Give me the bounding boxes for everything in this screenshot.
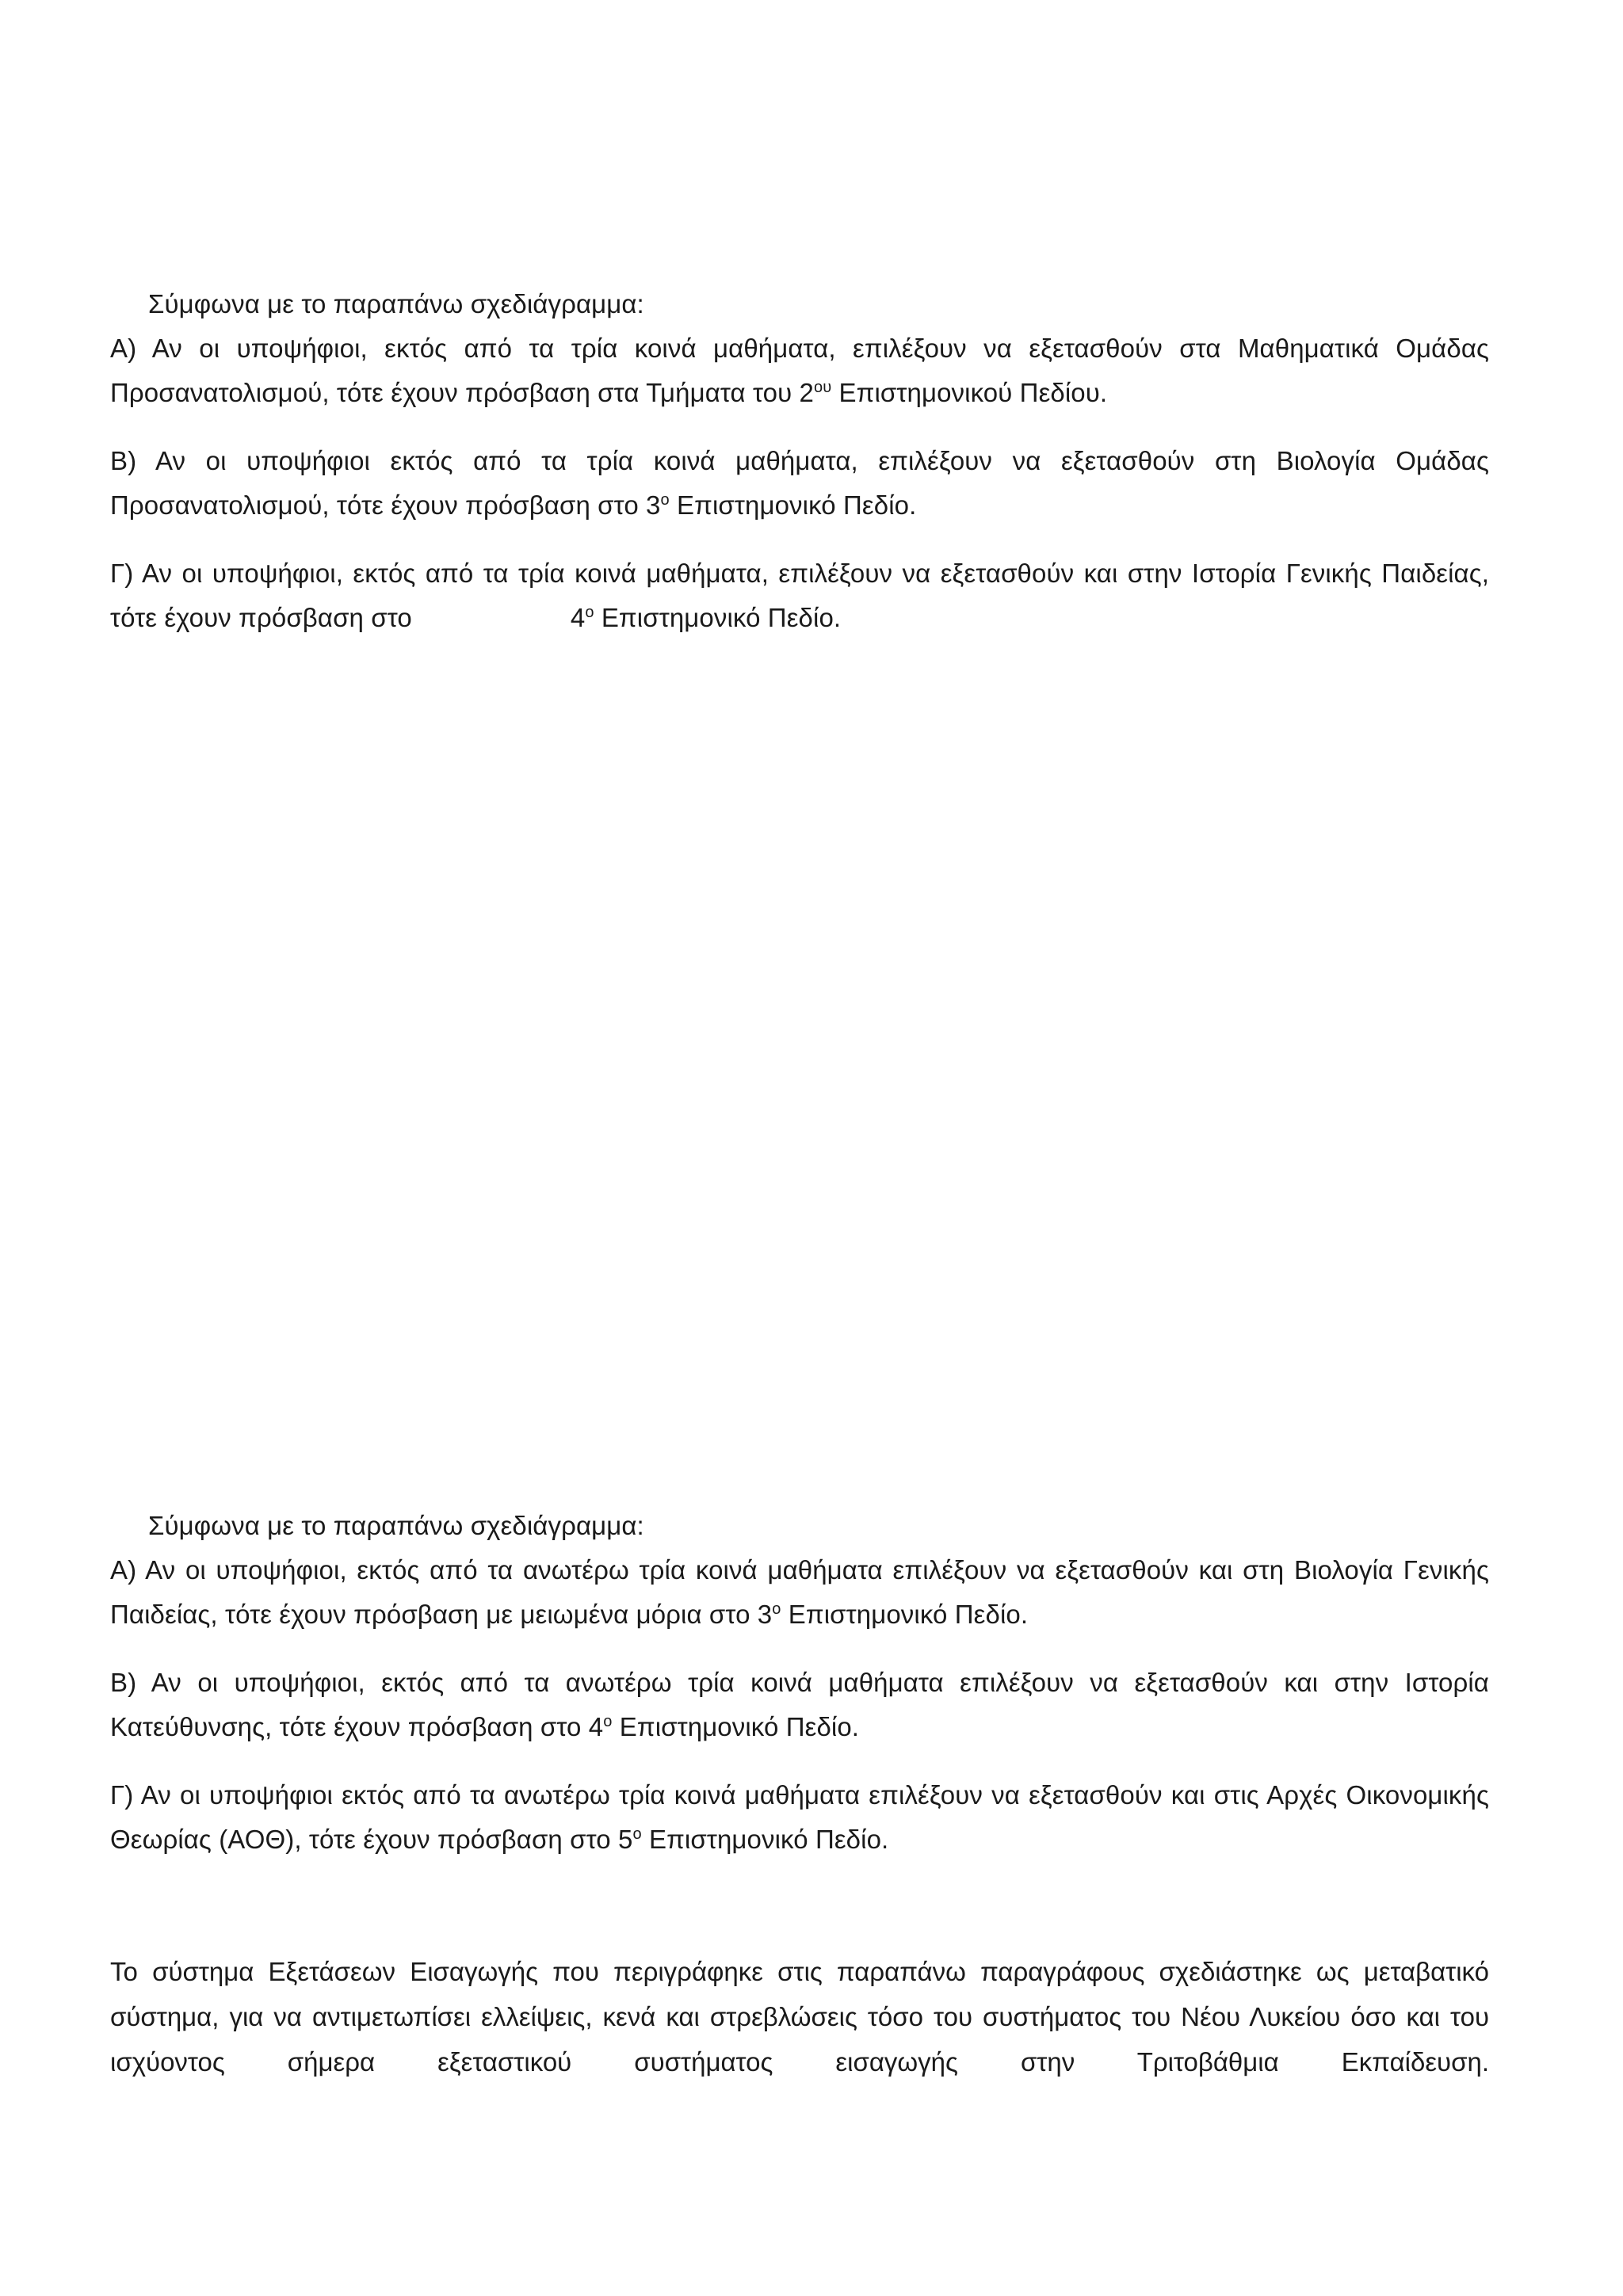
section-2-paragraph-c: Γ) Αν οι υποψήφιοι εκτός από τα ανωτέρω τρία κοινά μαθήματα επιλέξουν να εξετασθούν και στις Αρχές Οικονομικής Θεωρίας (ΑΟΘ), τότε έχουν πρόσβαση στο $5^o$ Επιστημονικό Πεδίο. <box>110 1780 1489 1854</box>
section-2-paragraph-b: Β) Αν οι υποψήφιοι, εκτός από τα ανωτέρω τρία κοινά μαθήματα επιλέξουν να εξετασθούν και στην Ιστορία Κατεύθυνσης, τότε έχουν πρόσβαση στο $4^o$ Επιστημονικό Πεδίο. <box>110 1668 1489 1741</box>
section-1 <box>110 282 1489 640</box>
section-2-paragraph-a: Α) Αν οι υποψήφιοι, εκτός από τα ανωτέρω τρία κοινά μαθήματα επιλέξουν να εξετασθούν και στη Βιολογία Γενικής Παιδείας, τότε έχουν πρόσβαση με μειωμένα μόρια στο $3^o$ Επιστημονικό Πεδίο. <box>110 1555 1489 1629</box>
section-2 <box>110 1504 1489 1862</box>
section-1-paragraph-c: Γ) Αν οι υποψήφιοι, εκτός από τα τρία κοινά μαθήματα, επιλέξουν να εξετασθούν και στην Ιστορία Γενικής Παιδείας, τότε έχουν πρόσβαση στο $4^o$ Επιστημονικό Πεδίο. <box>110 559 1489 632</box>
section-1-paragraph-a: Α) Αν οι υποψήφιοι, εκτός από τα τρία κοινά μαθήματα, επιλέξουν να εξετασθούν στα Μαθηματικά Ομάδας Προσανατολισμού, τότε έχουν πρόσβαση στα Τμήματα του $2^{o\upsilon}$ Επιστημονικού Πεδίου. <box>110 334 1489 407</box>
section-2-intro: Σύμφωνα με το παραπάνω σχεδιάγραμμα: <box>148 1511 644 1540</box>
section-1-paragraph-b: Β) Αν οι υποψήφιοι εκτός από τα τρία κοινά μαθήματα, επιλέξουν να εξετασθούν στη Βιολογία Ομάδας Προσανατολισμού, τότε έχουν πρόσβαση στο $3^o$ Επιστημονικό Πεδίο. <box>110 446 1489 520</box>
closing-paragraph: Το σύστημα Εξετάσεων Εισαγωγής που περιγράφηκε στις παραπάνω παραγράφους σχεδιάστηκε ως μεταβατικό σύστημα, για να αντιμετωπίσει ελλείψεις, κενά και στρεβλώσεις τόσο του συστήματος του Νέου Λυκείου όσο και του ισχύοντος σήμερα εξεταστικού συστήματος εισαγωγής στην Τριτοβάθμια Εκπαίδευση. <box>110 1957 1489 2077</box>
section-1-intro: Σύμφωνα με το παραπάνω σχεδιάγραμμα: <box>148 289 644 318</box>
